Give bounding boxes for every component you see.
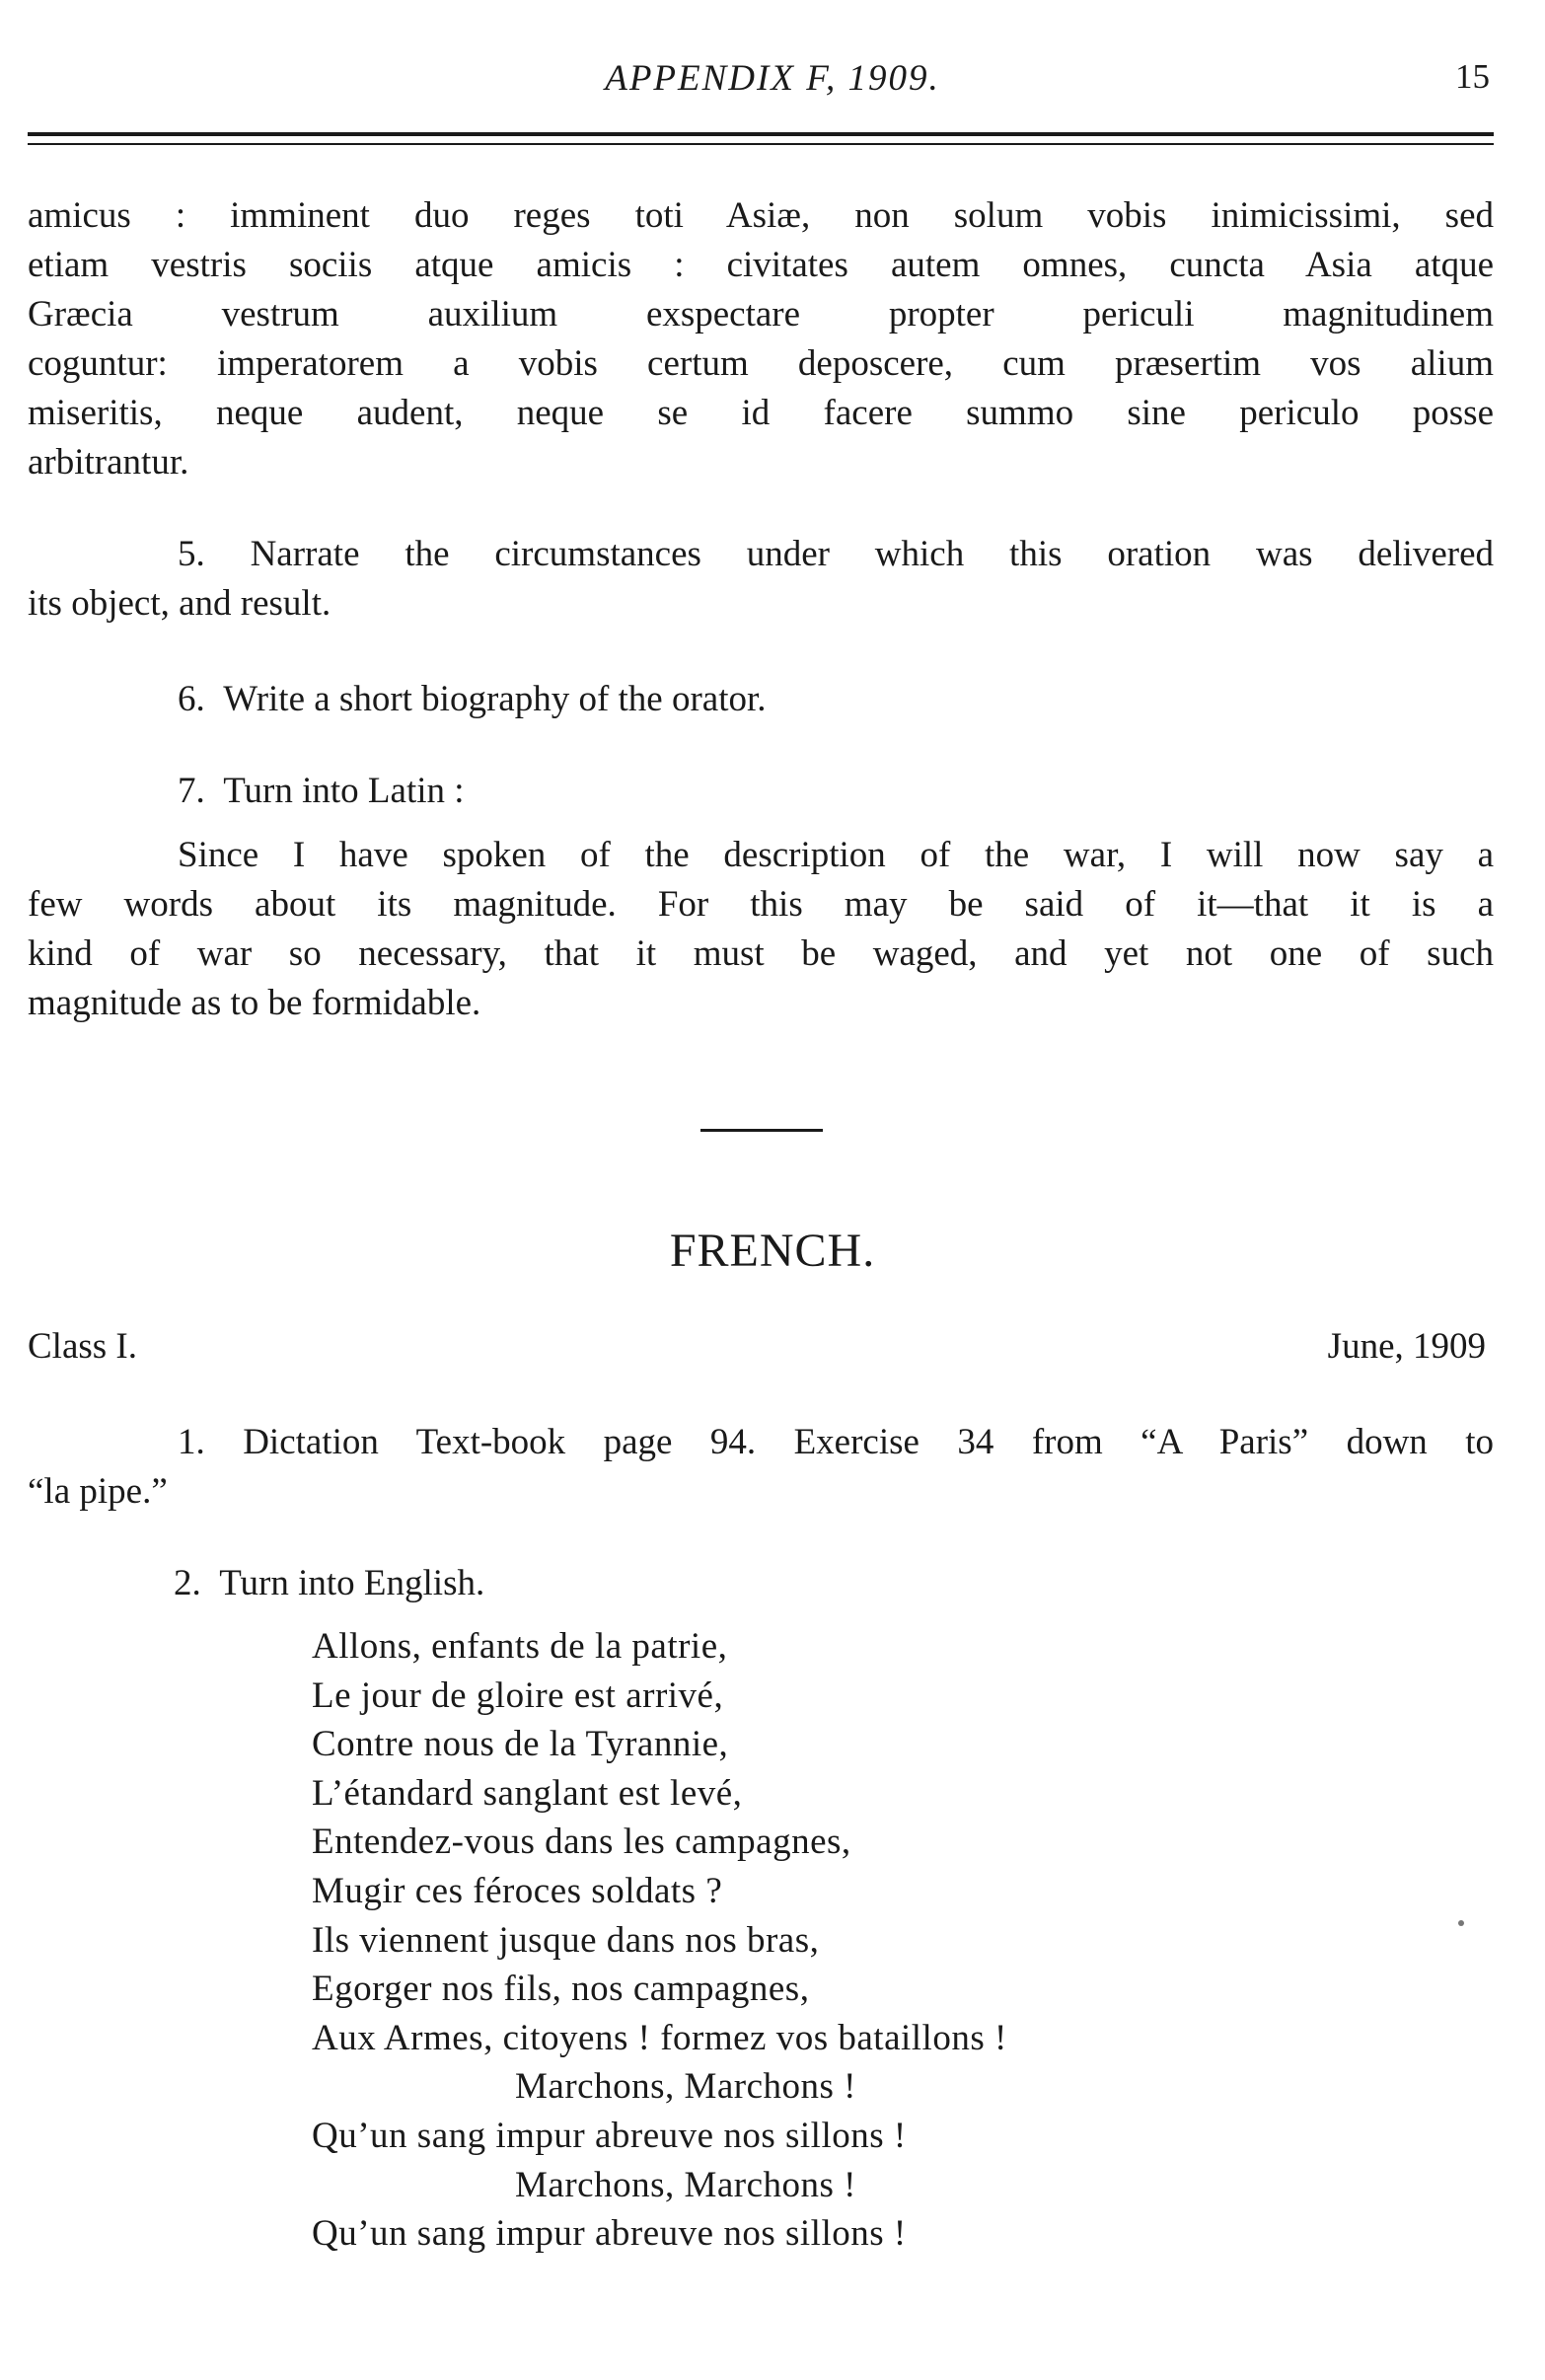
class-label: Class I. — [28, 1326, 137, 1367]
poem — [312, 1622, 1397, 2259]
french-question-1-line-1 — [28, 1418, 1494, 1467]
french-question-1 — [28, 1418, 1494, 1517]
print-speck — [1458, 1920, 1464, 1926]
question-text: Turn into English. — [219, 1563, 485, 1603]
question-5-line-2: its object, and result. — [28, 583, 331, 624]
passage-line: magnitude as to be formidable. — [28, 983, 481, 1023]
passage-line: few words about its magnitude. For this may be said of it—that it is a — [28, 884, 1494, 925]
question-number: 7. — [178, 771, 205, 811]
poem-line: Entendez-vous dans les campagnes, — [312, 1822, 851, 1863]
question-text: Dictation Text-book page 94. Exercise 34 from “A Paris” down to — [243, 1422, 1494, 1462]
poem-line: Qu’un sang impur abreuve nos sillons ! — [312, 2115, 907, 2156]
question-text: Narrate the circumstances under which this oration was delivered — [250, 534, 1494, 574]
section-heading: FRENCH. — [669, 1225, 876, 1277]
question-6-line — [28, 675, 1494, 724]
question-number: 6. — [178, 679, 205, 719]
latin-line: arbitrantur. — [28, 442, 189, 483]
latin-line: amicus : imminent duo reges toti Asiæ, non solum vobis inimicissimi, sed — [28, 195, 1494, 236]
passage-line: kind of war so necessary, that it must be waged, and yet not one of such — [28, 933, 1494, 974]
translation-passage — [28, 831, 1494, 1028]
passage-line: Since I have spoken of the description of the war, I will now say a — [178, 835, 1494, 875]
question-number: 2. — [174, 1563, 201, 1603]
poem-refrain-line: Marchons, Marchons ! — [515, 2164, 856, 2205]
latin-line: etiam vestris sociis atque amicis : civitates autem omnes, cuncta Asia atque — [28, 245, 1494, 285]
latin-line: coguntur: imperatorem a vobis certum deposcere, cum præsertim vos alium — [28, 343, 1494, 384]
french-question-2 — [28, 1559, 1494, 1608]
running-title: APPENDIX F, 1909. — [605, 58, 940, 99]
question-number: 5. — [178, 534, 205, 574]
section-divider — [700, 1129, 823, 1132]
question-7-line — [28, 767, 1494, 816]
poem-line: Allons, enfants de la patrie, — [312, 1626, 728, 1667]
question-5 — [28, 530, 1494, 629]
poem-line: Mugir ces féroces soldats ? — [312, 1870, 723, 1911]
french-question-1-line-2: “la pipe.” — [28, 1471, 168, 1512]
poem-line: Contre nous de la Tyrannie, — [312, 1724, 729, 1765]
poem-line: Aux Armes, citoyens ! formez vos bataillons ! — [312, 2017, 1007, 2058]
question-7 — [28, 767, 1494, 816]
poem-line: L’étandard sanglant est levé, — [312, 1772, 743, 1814]
question-text: Turn into Latin : — [223, 771, 465, 811]
poem-refrain-line: Marchons, Marchons ! — [515, 2066, 856, 2108]
question-6 — [28, 675, 1494, 724]
poem-line: Le jour de gloire est arrivé, — [312, 1674, 724, 1716]
running-head — [0, 57, 1545, 107]
exam-date: June, 1909 — [1327, 1326, 1486, 1367]
latin-line: Græcia vestrum auxilium exspectare propter periculi magnitudinem — [28, 294, 1494, 335]
question-text: Write a short biography of the orator. — [223, 679, 767, 719]
french-question-2-line — [28, 1559, 1494, 1608]
latin-line: miseritis, neque audent, neque se id facere summo sine periculo posse — [28, 393, 1494, 433]
header-rule-thin — [28, 143, 1494, 145]
page-number: 15 — [1455, 57, 1490, 96]
poem-line: Qu’un sang impur abreuve nos sillons ! — [312, 2213, 907, 2255]
question-number: 1. — [178, 1422, 205, 1462]
poem-line: Ils viennent jusque dans nos bras, — [312, 1919, 820, 1961]
question-5-line-1 — [28, 530, 1494, 579]
header-rule-thick — [28, 132, 1494, 136]
poem-line: Egorger nos fils, nos campagnes, — [312, 1969, 810, 2010]
latin-passage — [28, 191, 1494, 487]
